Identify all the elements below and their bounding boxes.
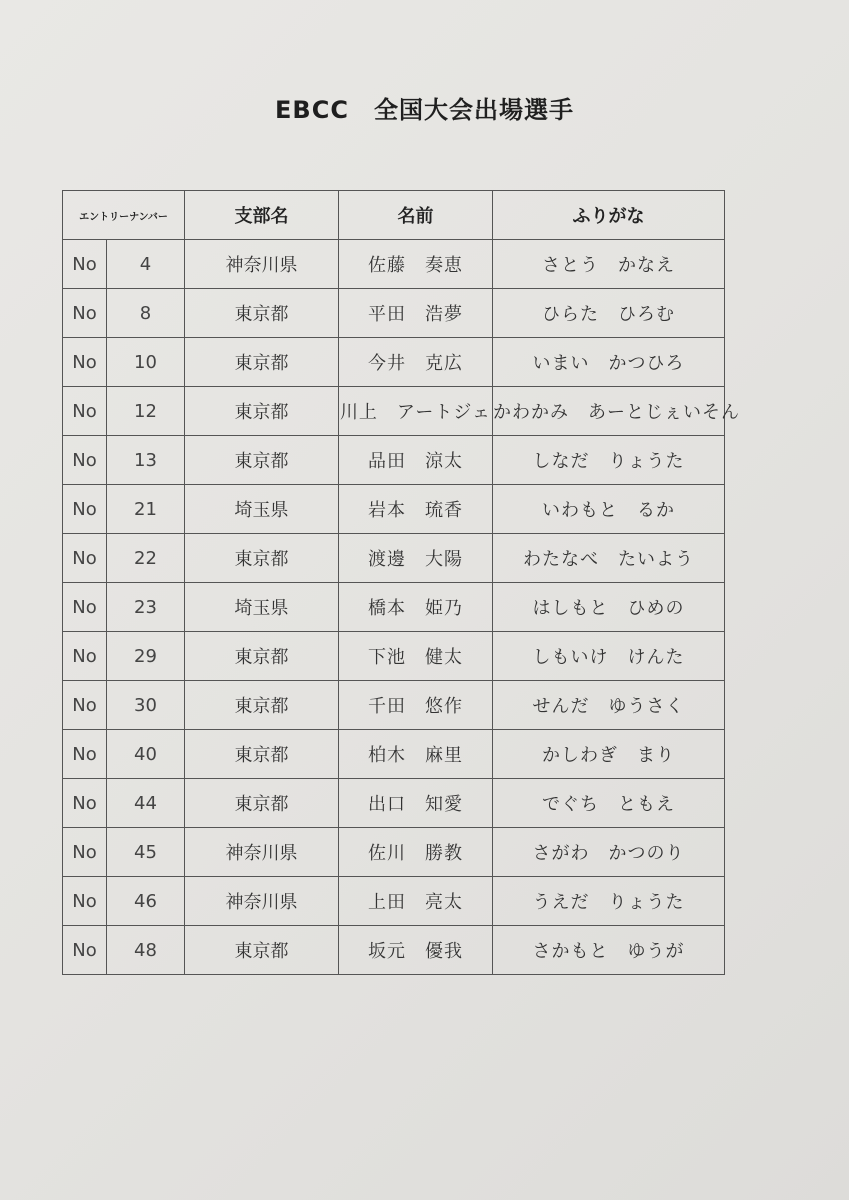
row-no-label: No: [63, 583, 107, 632]
row-branch: 東京都: [185, 632, 339, 681]
row-player-name: 柏木 麻里: [339, 730, 493, 779]
row-player-name: 品田 涼太: [339, 436, 493, 485]
table-row: [63, 632, 725, 681]
row-no-label: No: [63, 779, 107, 828]
table-row: [63, 730, 725, 779]
row-no-label: No: [63, 730, 107, 779]
row-no-label: No: [63, 485, 107, 534]
row-furigana: せんだ ゆうさく: [493, 681, 725, 730]
row-furigana: さがわ かつのり: [493, 828, 725, 877]
row-furigana: いまい かつひろ: [493, 338, 725, 387]
row-entry-number: 8: [107, 289, 185, 338]
players-table: [62, 190, 740, 975]
table-row: [63, 583, 725, 632]
table-row: [63, 926, 725, 975]
table-row: [63, 436, 725, 485]
row-entry-number: 40: [107, 730, 185, 779]
row-furigana: しもいけ けんた: [493, 632, 725, 681]
row-no-label: No: [63, 926, 107, 975]
table-row: [63, 485, 725, 534]
row-furigana: いわもと るか: [493, 485, 725, 534]
row-furigana: しなだ りょうた: [493, 436, 725, 485]
row-furigana: はしもと ひめの: [493, 583, 725, 632]
row-entry-number: 30: [107, 681, 185, 730]
row-entry-number: 10: [107, 338, 185, 387]
row-branch: 東京都: [185, 534, 339, 583]
row-entry-number: 21: [107, 485, 185, 534]
row-entry-number: 45: [107, 828, 185, 877]
row-branch: 東京都: [185, 387, 339, 436]
row-branch: 東京都: [185, 926, 339, 975]
row-branch: 東京都: [185, 436, 339, 485]
row-no-label: No: [63, 877, 107, 926]
row-no-label: No: [63, 632, 107, 681]
table-header-row: [63, 191, 725, 240]
row-no-label: No: [63, 534, 107, 583]
row-entry-number: 44: [107, 779, 185, 828]
row-branch: 東京都: [185, 681, 339, 730]
table-body: [63, 240, 740, 975]
header-entry-number: エントリーナンバー: [63, 191, 185, 240]
row-branch: 神奈川県: [185, 240, 339, 289]
row-branch: 東京都: [185, 779, 339, 828]
row-furigana: うえだ りょうた: [493, 877, 725, 926]
row-branch: 埼玉県: [185, 485, 339, 534]
row-player-name: 出口 知愛: [339, 779, 493, 828]
row-entry-number: 48: [107, 926, 185, 975]
row-player-name: 渡邊 大陽: [339, 534, 493, 583]
row-entry-number: 4: [107, 240, 185, 289]
row-player-name: 佐藤 奏恵: [339, 240, 493, 289]
row-branch: 東京都: [185, 730, 339, 779]
row-entry-number: 12: [107, 387, 185, 436]
row-furigana: さかもと ゆうが: [493, 926, 725, 975]
row-entry-number: 13: [107, 436, 185, 485]
row-player-name: 川上 アートジェ: [339, 387, 493, 436]
row-furigana: かしわぎ まり: [493, 730, 725, 779]
row-player-name: 下池 健太: [339, 632, 493, 681]
table-row: [63, 681, 725, 730]
row-player-name: 岩本 琉香: [339, 485, 493, 534]
row-branch: 神奈川県: [185, 877, 339, 926]
row-furigana: さとう かなえ: [493, 240, 725, 289]
row-no-label: No: [63, 436, 107, 485]
row-furigana: ひらた ひろむ: [493, 289, 725, 338]
row-furigana: でぐち ともえ: [493, 779, 725, 828]
row-no-label: No: [63, 289, 107, 338]
header-furigana: ふりがな: [493, 191, 725, 240]
row-no-label: No: [63, 240, 107, 289]
row-branch: 神奈川県: [185, 828, 339, 877]
row-player-name: 上田 亮太: [339, 877, 493, 926]
players-table-container: [62, 190, 740, 975]
row-no-label: No: [63, 338, 107, 387]
table-row: [63, 828, 725, 877]
table-row: [63, 779, 725, 828]
row-player-name: 坂元 優我: [339, 926, 493, 975]
row-entry-number: 46: [107, 877, 185, 926]
row-no-label: No: [63, 681, 107, 730]
row-player-name: 平田 浩夢: [339, 289, 493, 338]
table-row: [63, 240, 725, 289]
row-furigana: かわかみ あーとじぇいそん: [493, 387, 725, 436]
header-branch: 支部名: [185, 191, 339, 240]
row-player-name: 今井 克広: [339, 338, 493, 387]
row-entry-number: 29: [107, 632, 185, 681]
row-branch: 東京都: [185, 289, 339, 338]
row-no-label: No: [63, 387, 107, 436]
row-player-name: 千田 悠作: [339, 681, 493, 730]
row-player-name: 佐川 勝教: [339, 828, 493, 877]
row-no-label: No: [63, 828, 107, 877]
row-branch: 東京都: [185, 338, 339, 387]
row-branch: 埼玉県: [185, 583, 339, 632]
table-row: [63, 877, 725, 926]
document-title: EBCC 全国大会出場選手: [275, 96, 574, 124]
table-row: [63, 289, 725, 338]
row-player-name: 橋本 姫乃: [339, 583, 493, 632]
table-row: [63, 387, 725, 436]
row-entry-number: 23: [107, 583, 185, 632]
row-entry-number: 22: [107, 534, 185, 583]
table-row: [63, 534, 725, 583]
table-row: [63, 338, 725, 387]
header-name: 名前: [339, 191, 493, 240]
row-furigana: わたなべ たいよう: [493, 534, 725, 583]
